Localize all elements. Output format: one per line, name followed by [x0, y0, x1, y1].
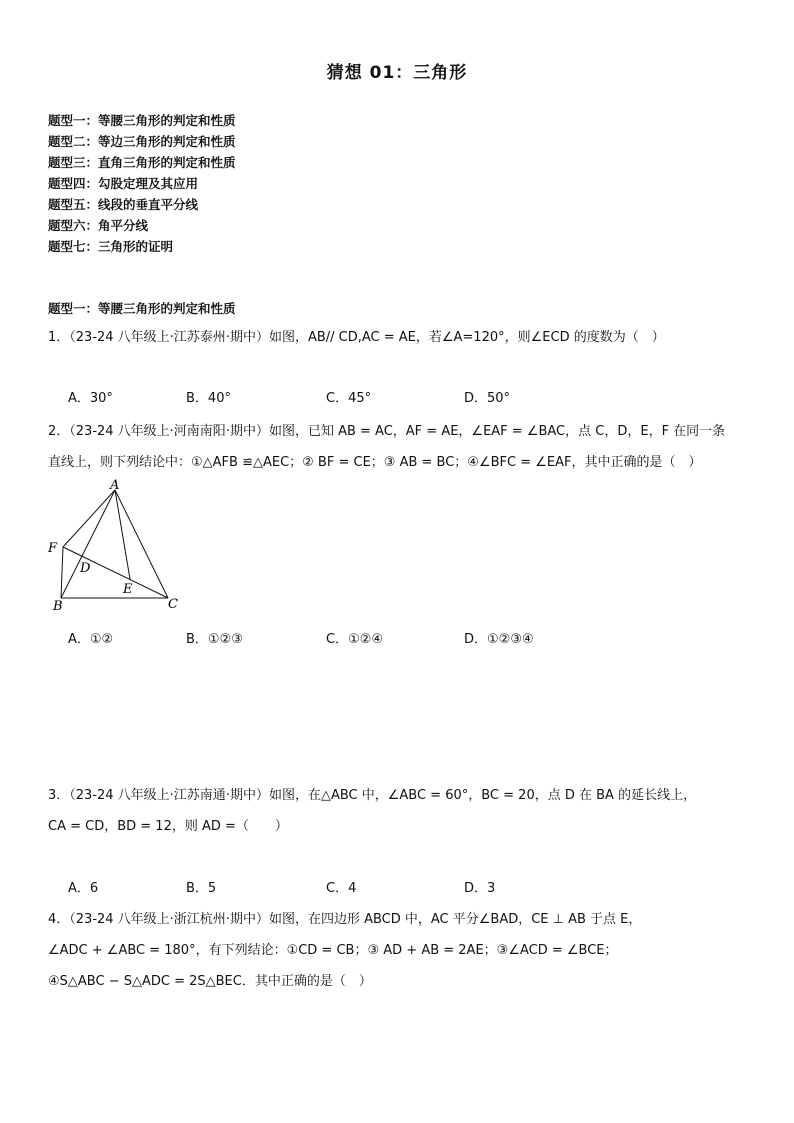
- q2-option-a: A．①②: [68, 632, 114, 647]
- label-f: F: [48, 541, 58, 556]
- q2-option-b: B．①②③: [186, 632, 243, 647]
- q1-option-d: D．50°: [464, 391, 511, 406]
- q3-option-d: D．3: [464, 881, 496, 896]
- segment-fb: [61, 547, 63, 598]
- label-c: C: [168, 597, 178, 612]
- q1-stem: 1．（23-24 八年级上·江苏泰州·期中）如图，AB// CD,AC = AE，若∠A=120°，则∠ECD 的度数为（ ）: [48, 330, 665, 345]
- q1-option-c: C．45°: [326, 391, 372, 406]
- topic-list: [48, 110, 236, 257]
- segment-fc: [63, 547, 168, 598]
- page-title: 猜想 01：三角形: [326, 63, 468, 83]
- q3-option-b: B．5: [186, 881, 217, 896]
- q2-stem-line1: 2．（23-24 八年级上·河南南阳·期中）如图，已知 AB = AC，AF = AE，∠EAF = ∠BAC，点 C，D，E，F 在同一条: [48, 424, 726, 439]
- q3-option-a: A．6: [68, 881, 99, 896]
- topic-item: 题型六：角平分线: [48, 218, 149, 233]
- q4-stem-line1: 4．（23-24 八年级上·浙江杭州·期中）如图，在四边形 ABCD 中，AC 平分∠BAD，CE ⊥ AB 于点 E，: [48, 912, 642, 927]
- topic-item: 题型七：三角形的证明: [48, 239, 174, 254]
- q1-option-b: B．40°: [186, 391, 231, 406]
- q2-option-c: C．①②④: [326, 632, 384, 647]
- topic-item: 题型一：等腰三角形的判定和性质: [48, 113, 236, 128]
- topic-item: 题型五：线段的垂直平分线: [48, 197, 199, 212]
- q3-stem-line1: 3．（23-24 八年级上·江苏南通·期中）如图，在△ABC 中，∠ABC = 60°，BC = 20，点 D 在 BA 的延长线上，: [48, 788, 697, 803]
- q4-stem-line2: ∠ADC + ∠ABC = 180°，有下列结论：①CD = CB；③ AD + AB = 2AE；③∠ACD = ∠BCE；: [48, 943, 618, 958]
- segment-ae: [115, 490, 130, 579]
- segment-ab: [61, 490, 115, 598]
- topic-item: 题型三：直角三角形的判定和性质: [48, 155, 236, 170]
- q2-triangle-figure: [44, 478, 194, 618]
- topic-item: 题型四：勾股定理及其应用: [48, 176, 199, 191]
- q3-option-c: C．4: [326, 881, 357, 896]
- q2-option-d: D．①②③④: [464, 632, 534, 647]
- label-d: D: [80, 561, 91, 576]
- label-b: B: [53, 599, 63, 614]
- q4-stem-line3: ④S△ABC − S△ADC = 2S△BEC．其中正确的是（ ）: [48, 974, 372, 989]
- segment-af: [63, 490, 115, 547]
- q2-stem-line2: 直线上，则下列结论中：①△AFB ≌△AEC；② BF = CE；③ AB = BC；④∠BFC = ∠EAF，其中正确的是（ ）: [48, 455, 702, 470]
- topic-item: 题型二：等边三角形的判定和性质: [48, 134, 236, 149]
- section-heading: 题型一：等腰三角形的判定和性质: [48, 301, 236, 316]
- q1-option-a: A．30°: [68, 391, 113, 406]
- q3-stem-line2: CA = CD，BD = 12，则 AD =（ ）: [48, 819, 288, 834]
- label-e: E: [123, 582, 133, 597]
- label-a: A: [110, 478, 120, 493]
